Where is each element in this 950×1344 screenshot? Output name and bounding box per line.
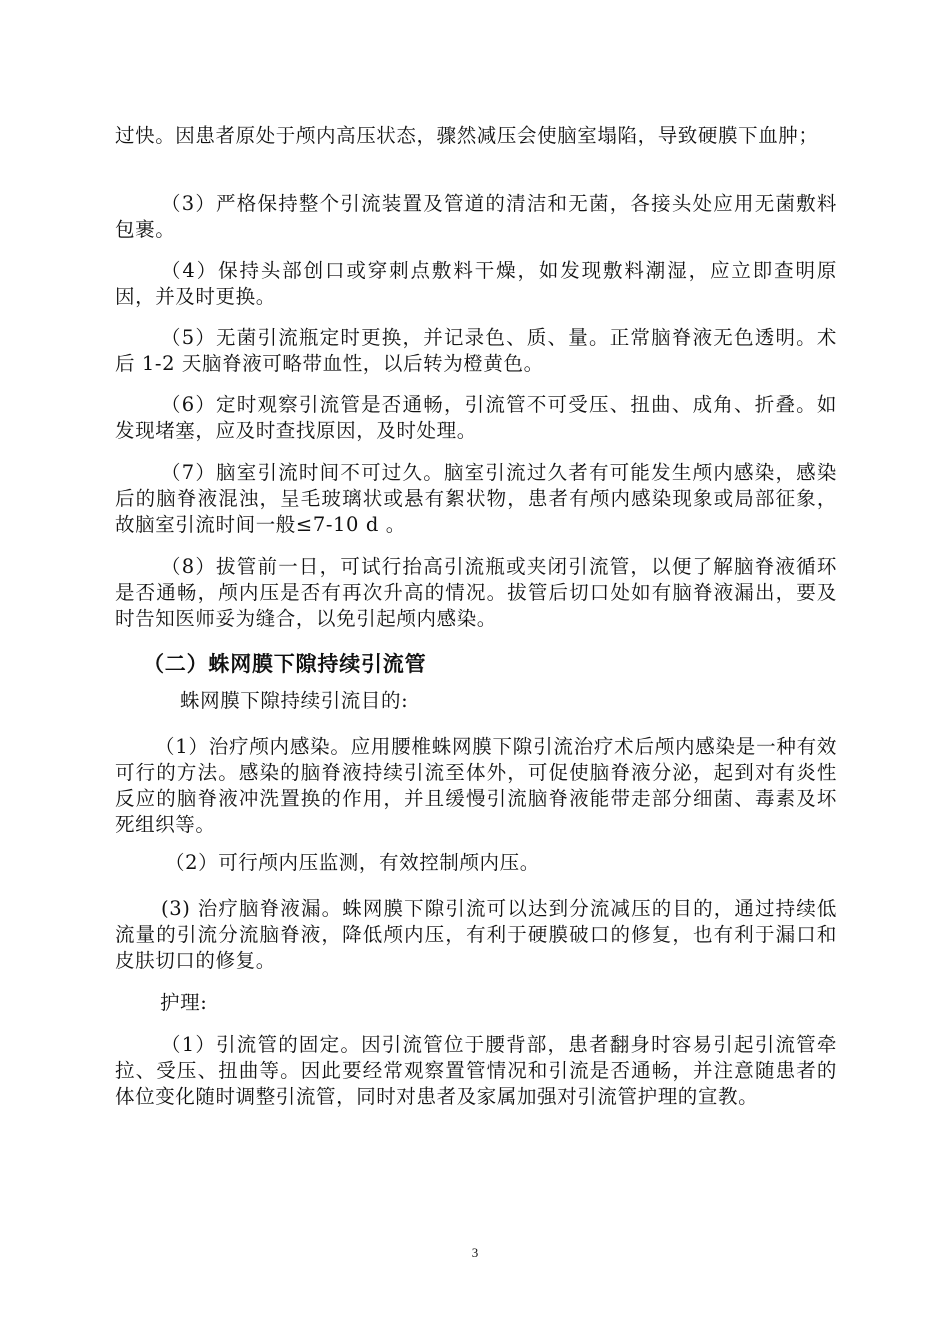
section-heading: （二）蛛网膜下隙持续引流管 [143, 652, 427, 676]
paragraph-item-8: （8）拔管前一日，可试行抬高引流瓶或夹闭引流管，以便了解脑脊液循环是否通畅，颅内压是否有再次升高的情况。拔管后切口处如有脑脊液漏出，要及时告知医师妥为缝合，以免引起颅内感染。 [115, 555, 837, 630]
paragraph-item-5: （5）无菌引流瓶定时更换，并记录色、质、量。正常脑脊液无色透明。术后 1-2 天脑脊液可略带血性，以后转为橙黄色。 [115, 326, 837, 375]
purpose-item-3: (3) 治疗脑脊液漏。蛛网膜下隙引流可以达到分流减压的目的，通过持续低流量的引流分流脑脊液，降低颅内压，有利于硬膜破口的修复，也有利于漏口和皮肤切口的修复。 [115, 897, 837, 972]
care-item-1: （1）引流管的固定。因引流管位于腰背部，患者翻身时容易引起引流管牵拉、受压、扭曲等。因此要经常观察置管情况和引流是否通畅，并注意随患者的体位变化随时调整引流管，同时对患者及家属加强对引流管护理的宣教。 [115, 1033, 837, 1108]
paragraph-item-4: （4）保持头部创口或穿刺点敷料干燥，如发现敷料潮湿，应立即查明原因，并及时更换。 [115, 259, 837, 308]
section-intro: 蛛网膜下隙持续引流目的: [180, 689, 409, 712]
paragraph-continuation: 过快。因患者原处于颅内高压状态，骤然减压会使脑室塌陷，导致硬膜下血肿； [115, 124, 819, 147]
paragraph-item-6: （6）定时观察引流管是否通畅，引流管不可受压、扭曲、成角、折叠。如发现堵塞，应及时查找原因，及时处理。 [115, 393, 837, 442]
page-number: 3 [471, 1245, 479, 1260]
purpose-item-1: （1）治疗颅内感染。应用腰椎蛛网膜下隙引流治疗术后颅内感染是一种有效可行的方法。感染的脑脊液持续引流至体外，可促使脑脊液分泌，起到对有炎性反应的脑脊液冲洗置换的作用，并且缓慢引流脑脊液能带走部分细菌、毒素及坏死组织等。 [115, 735, 837, 836]
care-heading: 护理: [160, 991, 208, 1014]
purpose-item-2: （2）可行颅内压监测，有效控制颅内压。 [165, 851, 540, 874]
paragraph-item-3: （3）严格保持整个引流装置及管道的清洁和无菌，各接头处应用无菌敷料包裹。 [115, 192, 837, 241]
paragraph-item-7: （7）脑室引流时间不可过久。脑室引流过久者有可能发生颅内感染，感染后的脑脊液混浊，呈毛玻璃状或悬有絮状物，患者有颅内感染现象或局部征象，故脑室引流时间一般≤7-10 d 。 [115, 461, 837, 536]
